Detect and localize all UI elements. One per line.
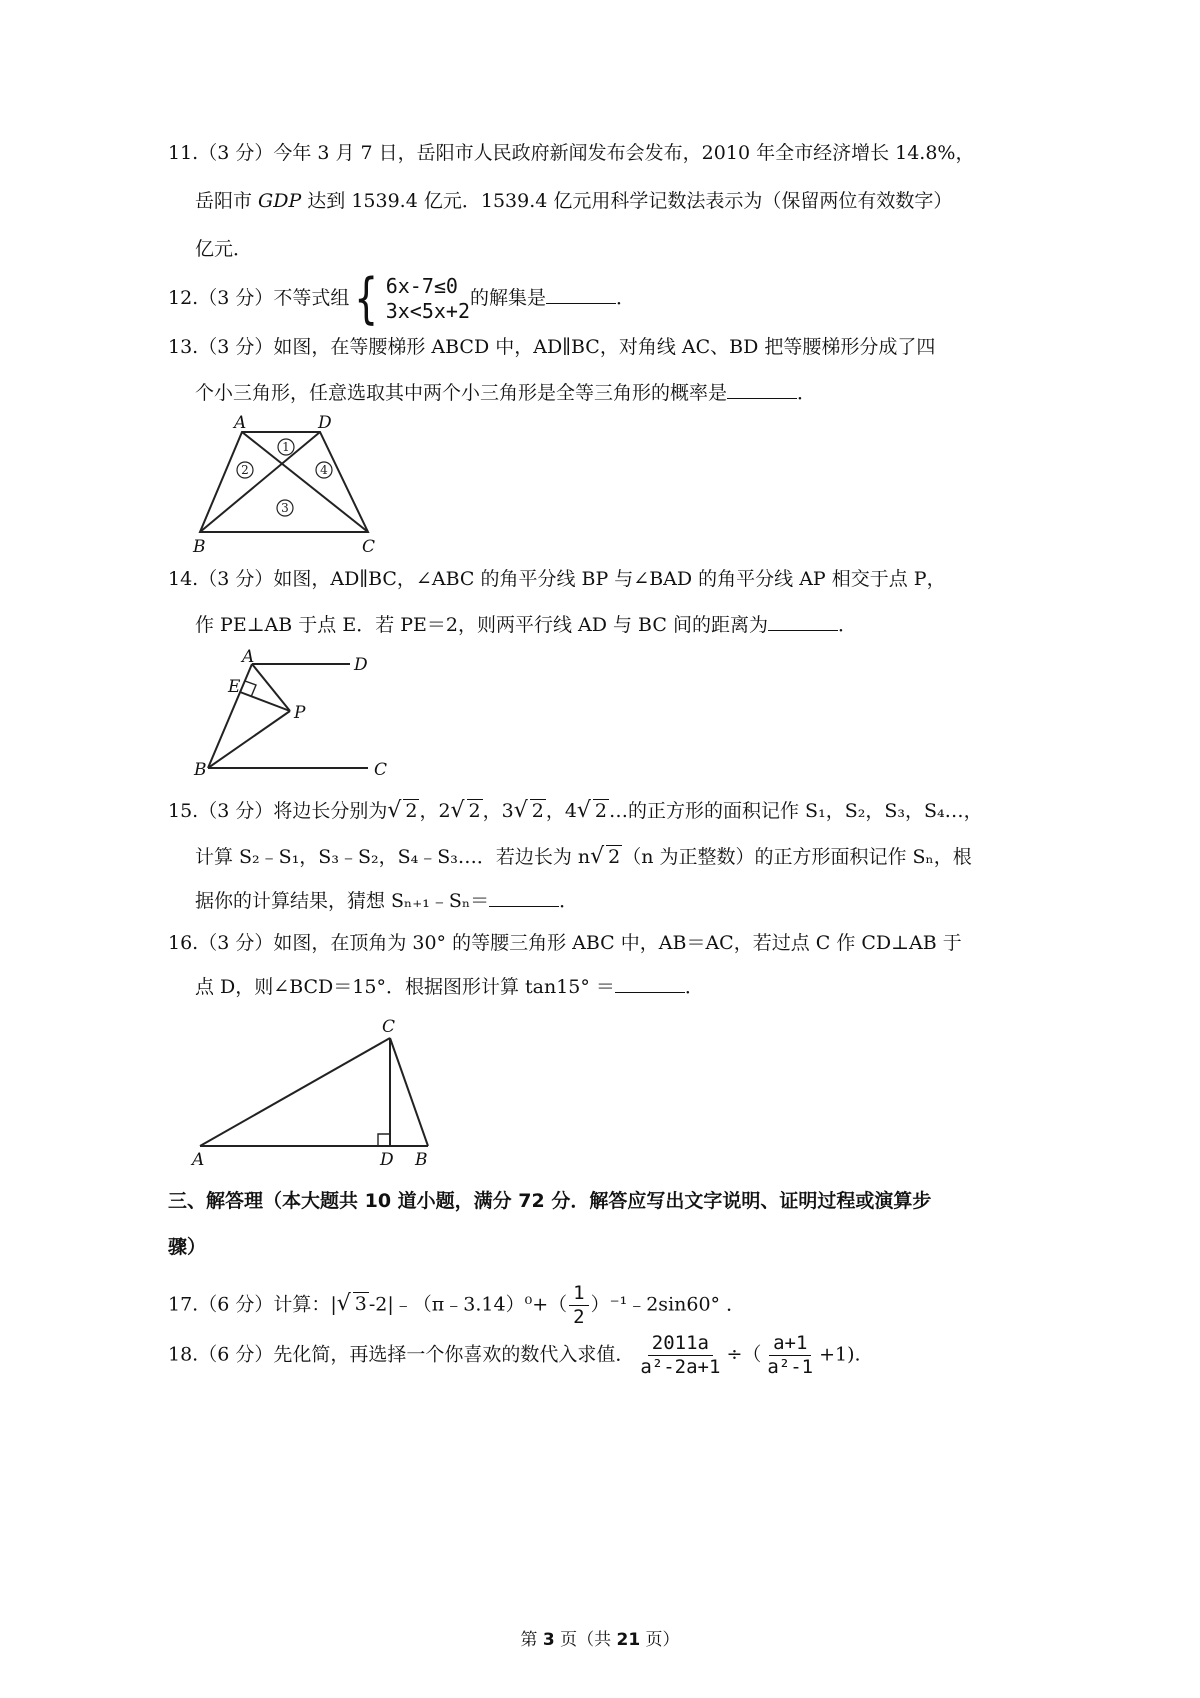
q15-line3: 据你的计算结果，猜想 Sₙ₊₁﹣Sₙ＝ ． bbox=[195, 890, 579, 912]
q15-line2 bbox=[195, 846, 972, 869]
region-1-label: 1 bbox=[282, 440, 290, 454]
sqrt-3: √ 3 bbox=[337, 1293, 369, 1316]
q17-mid: ﹣（π﹣3.14）⁰+（ bbox=[393, 1293, 568, 1316]
current-page: 3 bbox=[542, 1630, 555, 1650]
point-b-label: B bbox=[194, 760, 207, 780]
sqrt-2: √ 2 bbox=[577, 800, 609, 823]
q15-post: …的正方形的面积记作 S₁，S₂，S₃，S₄…， bbox=[609, 800, 983, 822]
point-d-label: D bbox=[380, 1150, 394, 1170]
answer-blank bbox=[768, 616, 838, 631]
point-c-label: C bbox=[382, 1017, 396, 1037]
point-e-label: E bbox=[228, 677, 241, 697]
sqrt-2: √ 2 bbox=[590, 846, 622, 869]
q15-pre: 15.（3 分）将边长分别为 bbox=[168, 800, 388, 822]
point-d-label: D bbox=[354, 655, 368, 675]
total-pages: 21 bbox=[616, 1630, 641, 1650]
parallel-lines-figure bbox=[190, 648, 410, 783]
q13-line1: 13.（3 分）如图，在等腰梯形 ABCD 中，AD∥BC，对角线 AC、BD 把等腰梯形分成了四 bbox=[168, 336, 936, 358]
q18-div: ÷（ bbox=[726, 1343, 762, 1366]
q16-line1: 16.（3 分）如图，在顶角为 30° 的等腰三角形 ABC 中，AB＝AC，若过点 C 作 CD⊥AB 于 bbox=[168, 932, 962, 954]
q15-text: 据你的计算结果，猜想 Sₙ₊₁﹣Sₙ＝ bbox=[195, 890, 490, 912]
sqrt-2: √ 2 bbox=[387, 800, 419, 823]
q17-pre: 17.（6 分）计算： bbox=[168, 1293, 331, 1316]
section-heading-line1: 三、解答理（本大题共 10 道小题，满分 72 分．解答应写出文字说明、证明过程或演算步 bbox=[168, 1190, 932, 1212]
q12-line: 12.（3 分）不等式组 { 6x-7≤0 3x<5x+2 的解集是 ． bbox=[168, 267, 636, 330]
region-3-label: 3 bbox=[281, 501, 289, 515]
q16-text: 点 D，则∠BCD＝15°．根据图形计算 tan15° ＝ bbox=[195, 976, 615, 998]
q18-post: +1). bbox=[819, 1343, 861, 1366]
q13-line2: 个小三角形，任意选取其中两个小三角形是全等三角形的概率是 ． bbox=[195, 382, 817, 404]
isosceles-triangle-figure bbox=[190, 1012, 450, 1177]
q15-text-a: 计算 S₂﹣S₁，S₃﹣S₂，S₄﹣S₃…．若边长为 n bbox=[195, 846, 591, 868]
side-cb bbox=[390, 1038, 428, 1146]
q15-line1: 15.（3 分）将边长分别为√ 2 ，2√ 2 ，3√ 2 ，4√ 2 …的正方形的面积记作 S₁，S₂，S₃，S₄…， bbox=[168, 800, 983, 823]
q16-line2: 点 D，则∠BCD＝15°．根据图形计算 tan15° ＝ ． bbox=[195, 976, 704, 998]
fraction-2: $\frac{a+1}{\text{a²-1}}$ bbox=[767, 1332, 814, 1378]
point-b-label: B bbox=[193, 537, 206, 557]
point-b-label: B bbox=[415, 1150, 428, 1170]
point-c-label: C bbox=[362, 537, 376, 557]
answer-blank bbox=[546, 289, 616, 304]
point-a-label: A bbox=[234, 413, 247, 433]
inequality-row-1: 6x-7≤0 bbox=[385, 274, 458, 298]
point-a-label: A bbox=[242, 648, 255, 667]
q17-abs-tail: -2 bbox=[368, 1293, 388, 1316]
region-4-label: 4 bbox=[320, 463, 328, 477]
q18-pre: 18.（6 分）先化简，再选择一个你喜欢的数代入求值． bbox=[168, 1343, 635, 1366]
point-p-label: P bbox=[294, 703, 306, 723]
sqrt-2: √ 2 bbox=[514, 800, 546, 823]
q11-gdp: GDP bbox=[258, 190, 302, 212]
q18-line bbox=[168, 1332, 861, 1379]
point-d-label: D bbox=[318, 413, 332, 433]
q14-line2: 作 PE⊥AB 于点 E．若 PE＝2，则两平行线 AD 与 BC 间的距离为 ． bbox=[195, 614, 857, 636]
point-a-label: A bbox=[192, 1150, 205, 1170]
q11-text-a: 岳阳市 bbox=[195, 190, 259, 212]
answer-blank bbox=[727, 384, 797, 399]
trapezoid-figure bbox=[190, 410, 390, 560]
inequality-system: { 6x-7≤0 3x<5x+2 bbox=[354, 267, 471, 330]
right-angle-mark bbox=[378, 1134, 390, 1146]
q17-post: ）⁻¹﹣2sin60° ． bbox=[590, 1293, 746, 1316]
sqrt-2: √ 2 bbox=[451, 800, 483, 823]
answer-blank bbox=[489, 892, 559, 907]
page-footer: 第 3 页（共 21 页） bbox=[520, 1630, 680, 1650]
q12-post: 的解集是 bbox=[470, 287, 547, 309]
q14-line1: 14.（3 分）如图，AD∥BC，∠ABC 的角平分线 BP 与∠BAD 的角平分线 AP 相交于点 P， bbox=[168, 568, 946, 590]
q17-line: 17.（6 分）计算：|√ 3 -2|﹣（π﹣3.14）⁰+（ $\frac{1}{2}$ ）⁻¹﹣2sin60° ． bbox=[168, 1282, 745, 1329]
fraction-one-half: $\frac{1}{2}$ bbox=[569, 1282, 588, 1329]
fraction-1: $\frac{2011a}{\text{a²-2a+1}}$ bbox=[640, 1332, 721, 1378]
q15-text-b: （n 为正整数）的正方形面积记作 Sₙ，根 bbox=[622, 846, 972, 868]
q11-line1: 11.（3 分）今年 3 月 7 日，岳阳市人民政府新闻发布会发布，2010 年全市经济增长 14.8%， bbox=[168, 142, 975, 164]
q11-line2 bbox=[195, 190, 952, 213]
inequality-row-2: 3x<5x+2 bbox=[385, 299, 471, 323]
q14-text: 作 PE⊥AB 于点 E．若 PE＝2，则两平行线 AD 与 BC 间的距离为 bbox=[195, 614, 768, 636]
answer-blank bbox=[615, 978, 685, 993]
q13-text: 个小三角形，任意选取其中两个小三角形是全等三角形的概率是 bbox=[195, 382, 728, 404]
q12-pre: 12.（3 分）不等式组 bbox=[168, 287, 350, 309]
q11-line3: 亿元． bbox=[195, 238, 253, 260]
point-c-label: C bbox=[374, 760, 388, 780]
section-heading-line2: 骤） bbox=[168, 1236, 207, 1258]
q11-text-c: 达到 1539.4 亿元．1539.4 亿元用科学记数法表示为（保留两位有效数字） bbox=[301, 190, 953, 212]
region-2-label: 2 bbox=[241, 463, 249, 477]
side-ac bbox=[200, 1038, 390, 1146]
